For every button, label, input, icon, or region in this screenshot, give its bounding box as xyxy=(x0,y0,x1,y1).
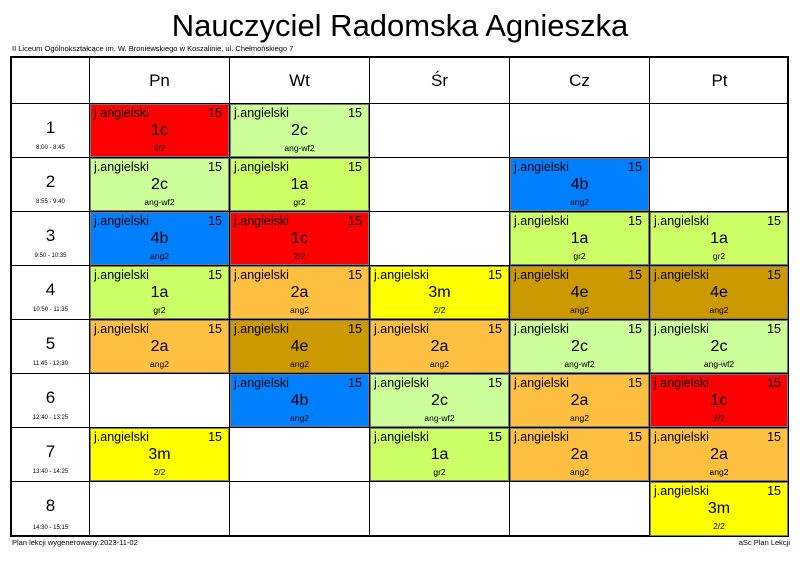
lesson-card[interactable] xyxy=(650,482,788,536)
lesson-class: 3m xyxy=(428,284,451,301)
lesson-group: ang-wf2 xyxy=(564,359,595,369)
timetable-slot xyxy=(510,104,650,158)
lesson-card[interactable] xyxy=(230,212,369,265)
lesson-room: 15 xyxy=(208,430,222,444)
lesson-group: ang2 xyxy=(430,359,449,369)
lesson-class: 4b xyxy=(150,230,169,247)
lesson-group: ang2 xyxy=(709,305,729,315)
lesson-card[interactable] xyxy=(370,428,509,481)
lesson-card[interactable] xyxy=(650,374,788,427)
lesson-card[interactable] xyxy=(90,428,229,481)
lesson-class: 2a xyxy=(710,446,728,463)
lesson-class: 2a xyxy=(570,392,589,409)
period-header xyxy=(12,428,90,482)
lesson-card[interactable] xyxy=(90,158,229,211)
lesson-subject: j.angielski xyxy=(654,214,709,228)
lesson-subject: j.angielski xyxy=(94,322,149,336)
lesson-room: 15 xyxy=(348,322,362,336)
lesson-subject: j.angielski xyxy=(234,106,289,120)
lesson-card[interactable] xyxy=(370,374,509,427)
lesson-room: 15 xyxy=(628,268,642,282)
lesson-subject: j.angielski xyxy=(654,322,709,336)
day-header: Pn xyxy=(90,58,230,104)
day-header: Wt xyxy=(230,58,370,104)
lesson-room: 15 xyxy=(767,322,781,336)
period-time: 13:40 - 14:25 xyxy=(32,469,69,475)
lesson-subject: j.angielski xyxy=(514,214,569,228)
timetable-slot xyxy=(370,104,510,158)
lesson-group: 2/2 xyxy=(293,251,306,261)
lesson-group: gr2 xyxy=(573,251,586,261)
lesson-room: 15 xyxy=(208,160,222,174)
period-number: 2 xyxy=(45,172,56,191)
lesson-class: 1a xyxy=(710,230,728,247)
lesson-card[interactable] xyxy=(230,374,369,427)
lesson-class: 1a xyxy=(570,230,589,247)
timetable-slot xyxy=(90,374,230,428)
lesson-class: 2a xyxy=(570,446,589,463)
lesson-class: 4e xyxy=(570,284,589,301)
lesson-group: ang2 xyxy=(290,413,309,423)
lesson-class: 4e xyxy=(290,338,309,355)
period-header xyxy=(12,266,90,320)
lesson-card[interactable] xyxy=(90,212,229,265)
lesson-group: ang2 xyxy=(290,305,309,315)
lesson-group: 2/2 xyxy=(153,143,166,153)
lesson-group: gr2 xyxy=(712,251,726,261)
period-number: 4 xyxy=(45,280,56,299)
lesson-room: 15 xyxy=(628,160,642,174)
lesson-class: 4b xyxy=(290,392,309,409)
lesson-subject: j.angielski xyxy=(94,268,149,282)
corner-cell xyxy=(12,58,90,104)
period-header xyxy=(12,212,90,266)
lesson-class: 3m xyxy=(148,446,171,463)
lesson-card[interactable] xyxy=(510,266,649,319)
lesson-room: 15 xyxy=(488,322,502,336)
period-header xyxy=(12,374,90,428)
period-number: 8 xyxy=(45,496,56,515)
lesson-subject: j.angielski xyxy=(654,268,709,282)
lesson-card[interactable] xyxy=(370,266,509,319)
lesson-card[interactable] xyxy=(370,320,509,373)
lesson-card[interactable] xyxy=(650,320,788,373)
lesson-group: ang2 xyxy=(150,251,169,261)
lesson-card[interactable] xyxy=(510,374,649,427)
lesson-room: 15 xyxy=(628,376,642,390)
lesson-class: 2a xyxy=(290,284,309,301)
lesson-room: 15 xyxy=(488,430,502,444)
lesson-subject: j.angielski xyxy=(654,484,709,498)
day-header: Cz xyxy=(510,58,650,104)
lesson-group: gr2 xyxy=(153,305,166,315)
lesson-group: 2/2 xyxy=(433,305,446,315)
period-header xyxy=(12,482,90,537)
lesson-room: 15 xyxy=(628,214,642,228)
timetable-slot xyxy=(370,158,510,212)
lesson-room: 15 xyxy=(208,322,222,336)
lesson-group: ang-wf2 xyxy=(424,413,455,423)
lesson-room: 15 xyxy=(628,430,642,444)
lesson-group: ang2 xyxy=(570,305,589,315)
lesson-room: 15 xyxy=(767,268,781,282)
lesson-room: 15 xyxy=(348,160,362,174)
period-time: 8:55 - 9:40 xyxy=(36,199,65,205)
lesson-subject: j.angielski xyxy=(514,160,569,174)
lesson-room: 15 xyxy=(767,214,781,228)
lesson-card[interactable] xyxy=(230,158,369,211)
period-time: 11:45 - 12:30 xyxy=(33,361,68,367)
period-header xyxy=(12,104,90,158)
lesson-card[interactable] xyxy=(90,104,229,157)
school-name: II Liceum Ogólnokształcące im. W. Broniewskiego w Koszalinie, ul. Chełmońskiego 7 xyxy=(12,44,294,53)
lesson-group: ang-wf2 xyxy=(703,359,735,369)
lesson-subject: j.angielski xyxy=(374,376,429,390)
period-time: 9:50 - 10:35 xyxy=(34,253,67,259)
lesson-subject: j.angielski xyxy=(234,214,289,228)
lesson-subject: j.angielski xyxy=(94,430,149,444)
timetable-slot xyxy=(510,482,650,537)
lesson-card[interactable] xyxy=(650,428,788,481)
lesson-group: ang2 xyxy=(150,359,169,369)
lesson-room: 15 xyxy=(208,106,222,120)
lesson-subject: j.angielski xyxy=(654,430,709,444)
timetable-slot xyxy=(650,104,789,158)
lesson-room: 15 xyxy=(348,376,362,390)
period-number: 5 xyxy=(45,334,56,353)
lesson-class: 1c xyxy=(710,392,728,409)
timetable-slot xyxy=(90,482,230,537)
lesson-room: 15 xyxy=(348,268,362,282)
period-header xyxy=(12,320,90,374)
lesson-card[interactable] xyxy=(650,212,788,265)
lesson-group: ang2 xyxy=(570,413,589,423)
lesson-subject: j.angielski xyxy=(234,160,289,174)
lesson-class: 4b xyxy=(570,176,589,193)
period-number: 6 xyxy=(45,388,56,407)
lesson-group: ang-wf2 xyxy=(144,197,175,207)
timetable-slot xyxy=(370,482,510,537)
generated-date: Plan lekcji wygenerowany:2023-11-02 xyxy=(12,538,138,547)
lesson-room: 15 xyxy=(767,376,781,390)
lesson-card[interactable] xyxy=(510,212,649,265)
lesson-group: 2/2 xyxy=(153,467,166,477)
lesson-subject: j.angielski xyxy=(374,430,429,444)
lesson-class: 1a xyxy=(150,284,169,301)
lesson-room: 15 xyxy=(348,106,362,120)
lesson-group: ang2 xyxy=(290,359,309,369)
lesson-subject: j.angielski xyxy=(514,376,569,390)
period-time: 10:50 - 11:35 xyxy=(33,307,68,313)
lesson-group: ang-wf2 xyxy=(284,143,315,153)
page-title: Nauczyciel Radomska Agnieszka xyxy=(171,8,629,43)
lesson-card[interactable] xyxy=(510,158,649,211)
lesson-class: 2a xyxy=(150,338,169,355)
timetable-slot xyxy=(230,482,370,537)
lesson-room: 15 xyxy=(208,268,222,282)
lesson-subject: j.angielski xyxy=(514,430,569,444)
lesson-class: 2c xyxy=(571,338,588,355)
lesson-class: 2c xyxy=(151,176,168,193)
lesson-room: 15 xyxy=(348,214,362,228)
lesson-group: ang2 xyxy=(570,197,589,207)
lesson-room: 15 xyxy=(488,268,502,282)
lesson-room: 15 xyxy=(767,484,781,498)
lesson-group: gr2 xyxy=(293,197,306,207)
lesson-subject: j.angielski xyxy=(234,322,289,336)
lesson-room: 15 xyxy=(488,376,502,390)
lesson-room: 15 xyxy=(767,430,781,444)
lesson-group: ang2 xyxy=(709,467,729,477)
lesson-class: 2a xyxy=(430,338,449,355)
timetable-slot xyxy=(650,158,789,212)
lesson-card[interactable] xyxy=(90,320,229,373)
lesson-group: 2/2 xyxy=(713,413,725,423)
lesson-group: gr2 xyxy=(433,467,446,477)
lesson-class: 4e xyxy=(710,284,728,301)
lesson-subject: j.angielski xyxy=(234,376,289,390)
lesson-class: 2c xyxy=(291,122,308,139)
lesson-class: 1c xyxy=(291,230,308,247)
lesson-room: 15 xyxy=(208,214,222,228)
lesson-subject: j.angielski xyxy=(94,214,149,228)
lesson-subject: j.angielski xyxy=(234,268,289,282)
lesson-subject: j.angielski xyxy=(94,160,149,174)
period-number: 1 xyxy=(45,118,56,137)
lesson-card[interactable] xyxy=(230,104,369,157)
timetable-slot xyxy=(230,428,370,482)
lesson-group: ang2 xyxy=(570,467,589,477)
period-number: 7 xyxy=(45,442,56,461)
lesson-card[interactable] xyxy=(230,320,369,373)
lesson-card[interactable] xyxy=(510,428,649,481)
software-credit: aSc Plan Lekcji xyxy=(738,538,790,547)
lesson-class: 1a xyxy=(290,176,309,193)
lesson-class: 2c xyxy=(431,392,448,409)
lesson-subject: j.angielski xyxy=(94,106,149,120)
lesson-card[interactable] xyxy=(510,320,649,373)
lesson-subject: j.angielski xyxy=(374,268,429,282)
timetable-grid xyxy=(10,56,789,537)
period-header xyxy=(12,158,90,212)
lesson-room: 15 xyxy=(628,322,642,336)
day-header: Pt xyxy=(650,58,789,104)
period-time: 8:00 - 8:45 xyxy=(36,145,65,151)
lesson-class: 1c xyxy=(151,122,168,139)
lesson-class: 2c xyxy=(710,338,728,355)
lesson-subject: j.angielski xyxy=(514,268,569,282)
lesson-class: 3m xyxy=(707,500,731,517)
lesson-class: 1a xyxy=(430,446,449,463)
lesson-subject: j.angielski xyxy=(374,322,429,336)
lesson-card[interactable] xyxy=(650,266,788,319)
period-time: 12:40 - 13:25 xyxy=(32,415,69,421)
day-header: Śr xyxy=(370,58,510,104)
lesson-card[interactable] xyxy=(230,266,369,319)
lesson-subject: j.angielski xyxy=(654,376,709,390)
period-number: 3 xyxy=(45,226,56,245)
timetable-slot xyxy=(370,212,510,266)
lesson-group: 2/2 xyxy=(713,521,725,531)
lesson-subject: j.angielski xyxy=(514,322,569,336)
lesson-card[interactable] xyxy=(90,266,229,319)
period-time: 14:30 - 15:15 xyxy=(32,525,69,531)
